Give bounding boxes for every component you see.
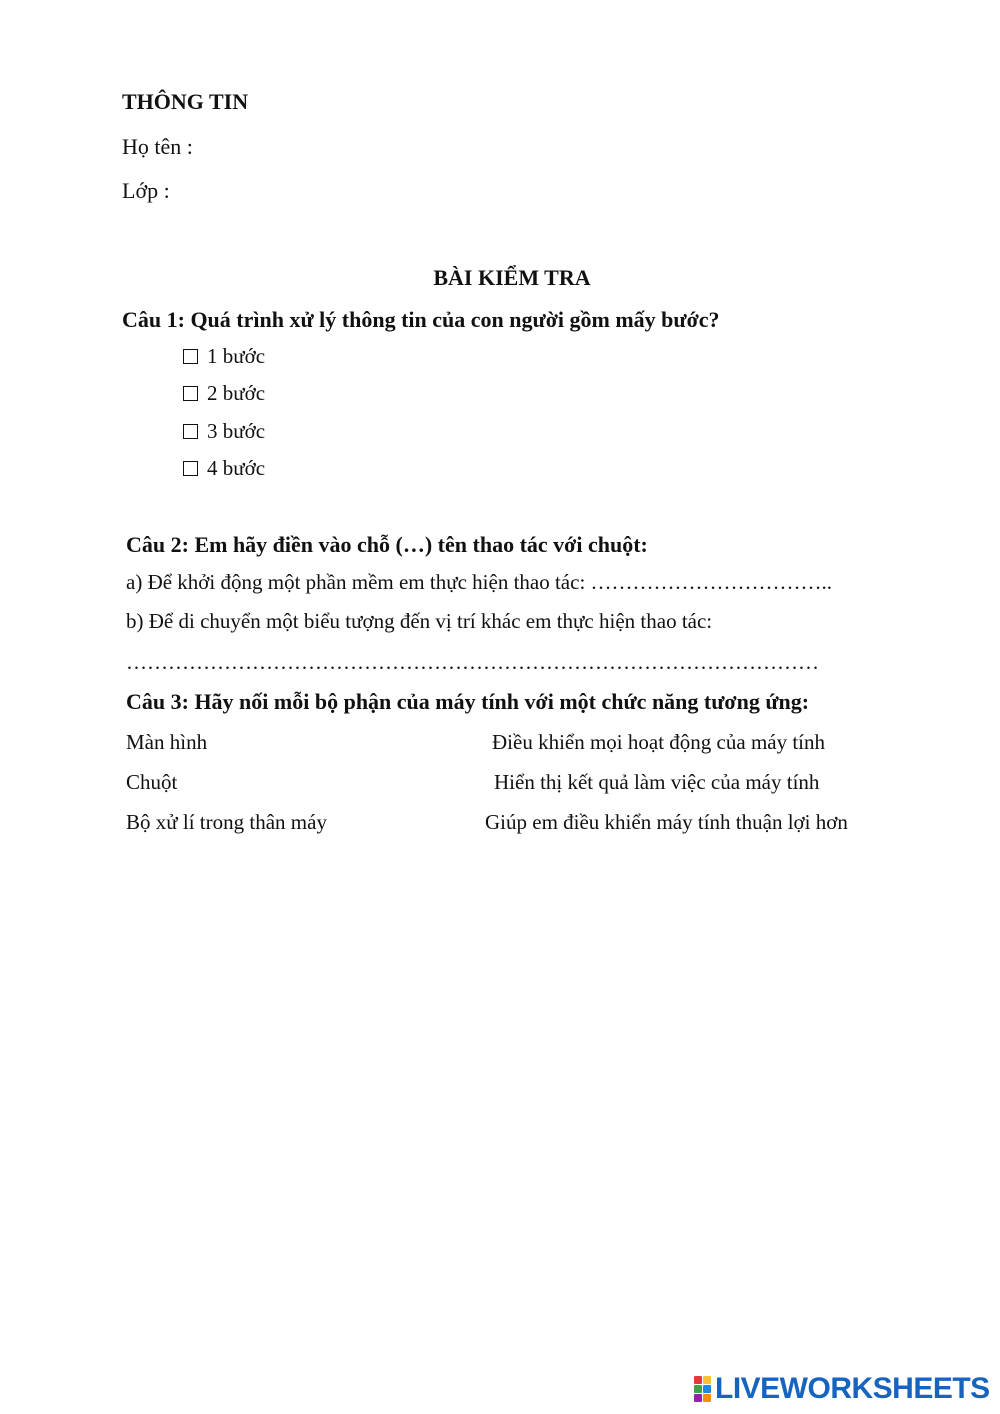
q1-option[interactable] [183,419,265,444]
q1-option[interactable] [183,456,265,481]
q3-question: Câu 3: Hãy nối mỗi bộ phận của máy tính với một chức năng tương ứng: [126,689,810,714]
q2-part-b: b) Để di chuyển một biểu tượng đến vị trí khác em thực hiện thao tác: [126,609,713,633]
q1-option[interactable] [183,344,265,369]
q1-option-label: 4 bước [207,456,266,480]
q1-option-label: 2 bước [207,381,266,405]
q3-right-item[interactable]: Giúp em điều khiển máy tính thuận lợi hơn [485,810,848,834]
q3-right-item[interactable]: Hiển thị kết quả làm việc của máy tính [494,770,820,794]
q1-question: Câu 1: Quá trình xử lý thông tin của con người gồm mấy bước? [122,307,720,332]
q1-option[interactable] [183,381,265,406]
q3-left-item[interactable]: Chuột [126,770,178,794]
q2-part-a: a) Để khởi động một phần mềm em thực hiện thao tác: …………………………….. [126,570,833,594]
checkbox[interactable] [183,386,198,401]
checkbox[interactable] [183,461,198,476]
info-title: THÔNG TIN [122,89,249,114]
q1-option-label: 1 bước [207,344,266,368]
q3-left-item[interactable]: Bộ xử lí trong thân máy [126,810,327,834]
checkbox[interactable] [183,424,198,439]
logo-tiles-icon [694,1376,711,1402]
class-label: Lớp : [122,178,170,203]
q3-left-item[interactable]: Màn hình [126,730,208,754]
q1-option-label: 3 bước [207,419,266,443]
checkbox[interactable] [183,349,198,364]
name-label: Họ tên : [122,134,193,159]
logo-text: LIVEWORKSHEETS [715,1372,990,1405]
test-title: BÀI KIỂM TRA [433,265,591,290]
q3-right-item[interactable]: Điều khiển mọi hoạt động của máy tính [492,730,826,754]
liveworksheets-logo [694,1374,990,1404]
q2-question: Câu 2: Em hãy điền vào chỗ (…) tên thao tác với chuột: [126,532,648,557]
q2-part-b-blank[interactable]: ……………………………………………………………………………………… [126,650,819,674]
